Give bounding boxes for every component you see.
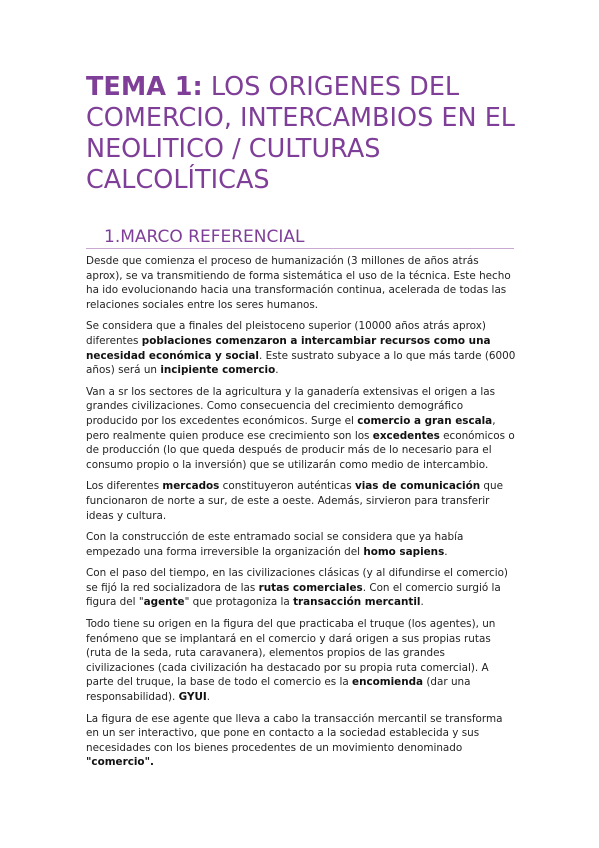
bold-text: homo sapiens <box>363 545 445 558</box>
paragraph-2: Se considera que a finales del pleistoceno superior (10000 años atrás aprox) diferentes poblaciones comenzaron a intercambiar recursos como una necesidad económica y social. Este sustrato subyace a lo que más tarde (6000 años) será un incipiente comercio. <box>86 320 516 377</box>
paragraph-3: Van a sr los sectores de la agricultura y la ganadería extensivas el origen a las grandes civilizaciones. Como consecuencia del crecimiento demográfico producido por los excedentes económicos. Surge el comercio a gran escala, pero realmente quien produce ese crecimiento son los excedentes económicos o de producción (lo que queda después de producir más de lo necesario para el consumo propio o la inversión) que se utilizarán como medio de intercambio. <box>86 385 515 471</box>
title-prefix: TEMA 1: <box>86 72 203 102</box>
bold-text: incipiente comercio <box>160 364 276 377</box>
bold-text: mercados <box>162 480 220 493</box>
bold-text: "comercio". <box>86 756 154 769</box>
paragraph-6: Con el paso del tiempo, en las civilizaciones clásicas (y al difundirse el comercio) se fijó la red socializadora de las rutas comerciales. Con el comercio surgió la figura del "agente" que protagoniza la transacción mercantil. <box>86 567 508 609</box>
paragraph-8: La figura de ese agente que lleva a cabo la transacción mercantil se transforma en un ser interactivo, que pone en contacto a la sociedad establecida y sus necesidades con los bienes procedentes de un movimiento denominado "comercio". <box>86 712 503 769</box>
document-title <box>86 72 526 196</box>
bold-text: encomienda <box>352 676 424 689</box>
paragraph-5: Con la construcción de este entramado social se considera que ya había empezado una forma irreversible la organización del homo sapiens. <box>86 531 464 558</box>
section-heading: 1.MARCO REFERENCIAL <box>104 227 305 247</box>
title-text: LOS ORIGENES DEL COMERCIO, INTERCAMBIOS EN EL NEOLITICO / CULTURAS CALCOLÍTICAS <box>86 72 516 195</box>
bold-text: vias de comunicación <box>354 480 481 493</box>
paragraph-4: Los diferentes mercados constituyeron auténticas vias de comunicación que funcionaron de norte a sur, de este a oeste. Además, sirvieron para transferir ideas y cultura. <box>86 480 504 522</box>
bold-text: GYUI <box>178 691 207 704</box>
bold-text: transacción mercantil <box>293 596 421 609</box>
bold-text: agente <box>143 596 185 609</box>
bold-text: excedentes <box>372 429 440 442</box>
bold-text: comercio a gran escala <box>357 414 493 427</box>
paragraph-7: Todo tiene su origen en la figura del que practicaba el truque (los agentes), un fenómeno que se implantará en el comercio y dará origen a sus propias rutas (ruta de la seda, ruta caravanera), elementos propios de las grandes civilizaciones (cada civilización ha destacado por su propia ruta comercial). A parte del truque, la base de todo el comercio es la encomienda (dar una responsabilidad). GYUI. <box>86 618 496 704</box>
section-divider <box>86 248 514 249</box>
bold-text: rutas comerciales <box>258 581 363 594</box>
bold-text: poblaciones comenzaron a intercambiar recursos como una necesidad económica y social <box>86 334 491 362</box>
paragraph-1: Desde que comienza el proceso de humanización (3 millones de años atrás aprox), se va transmitiendo de forma sistemática el uso de la técnica. Este hecho ha ido evolucionando hacia una transformación continua, acelerada de todas las relaciones sociales entre los seres humanos. <box>86 255 511 311</box>
document-body <box>86 254 516 777</box>
